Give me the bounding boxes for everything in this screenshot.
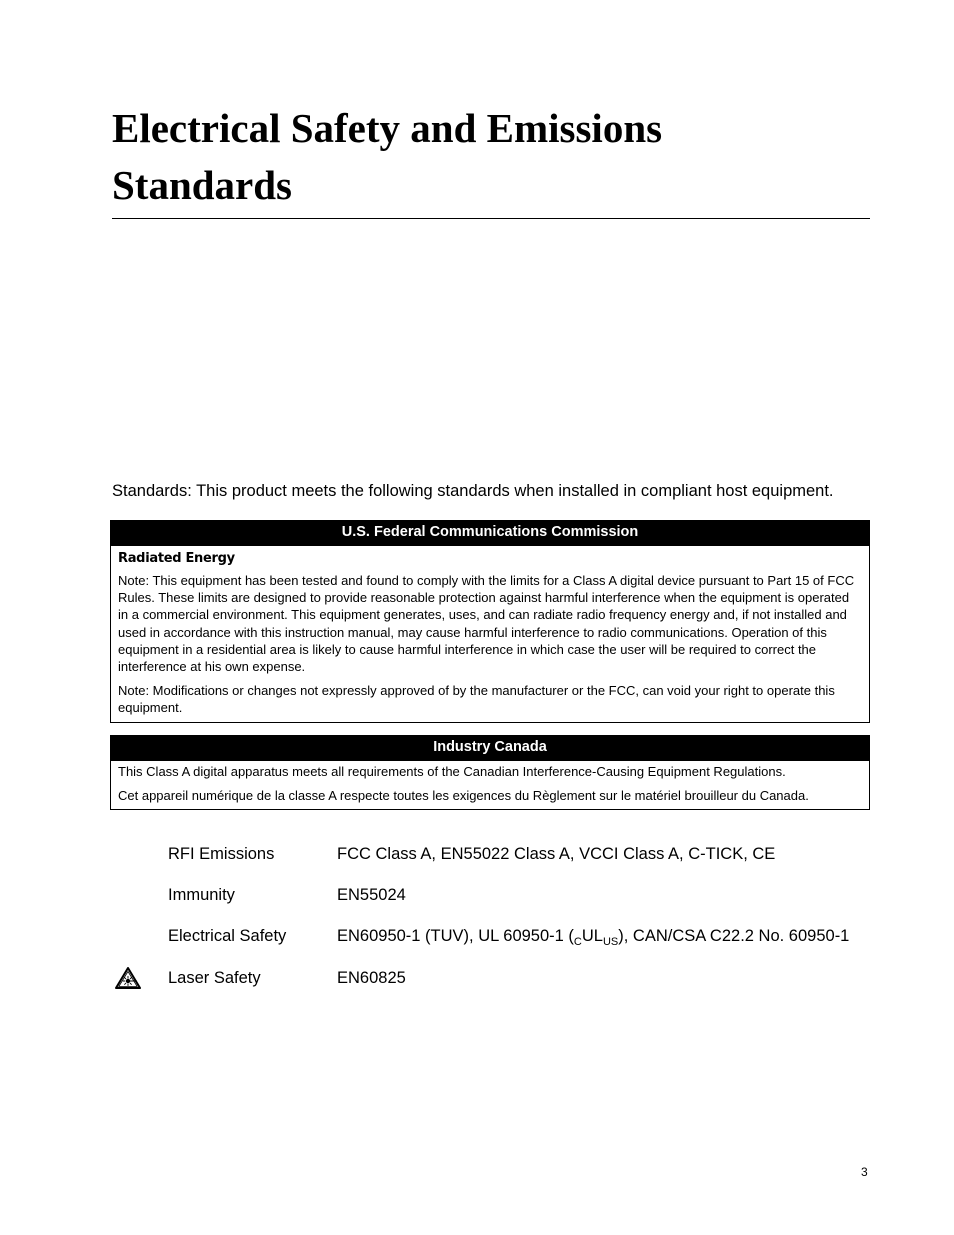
standard-value-suffix: ), CAN/CSA C22.2 No. 60950-1 [618,927,850,945]
page-title [112,100,870,219]
industry-canada-box [110,735,870,810]
standard-row-immunity [112,884,872,910]
industry-canada-french-paragraph: Cet appareil numérique de la classe A respecte toutes les exigences du Règlement sur le matériel brouilleur du Canada. [118,788,809,803]
standard-label: Immunity [168,886,235,904]
standard-row-laser-safety [112,967,872,993]
fcc-modifications-paragraph: Note: Modifications or changes not expressly approved of by the manufacturer or the FCC, can void your right to operate this equipment. [118,683,835,716]
standard-row-rfi-emissions [112,843,872,869]
fcc-box [110,520,870,723]
c-subscript: C [573,936,582,948]
standard-label: RFI Emissions [168,845,275,863]
industry-canada-english-paragraph: This Class A digital apparatus meets all requirements of the Canadian Interference-Causing Equipment Regulations. [118,764,786,779]
industry-canada-header: Industry Canada [111,736,869,761]
fcc-radiated-energy-heading: Radiated Energy [118,551,235,566]
page-title-line1: Electrical Safety and Emissions [112,105,663,151]
standard-row-electrical-safety [112,925,872,951]
standard-value: FCC Class A, EN55022 Class A, VCCI Class A, C-TICK, CE [337,845,776,863]
standard-value: EN55024 [337,886,406,904]
us-subscript: US [602,936,619,948]
fcc-note-paragraph: Note: This equipment has been tested and found to comply with the limits for a Class A digital device pursuant to Part 15 of FCC Rules. These limits are designed to provide reasonable protection against harmful interference when the equipment is operated in a commercial environment. This equipment generates, uses, and can radiate radio frequency energy and, if not installed and used in accordance with this instruction manual, may cause harmful interference to radio communications. Operation of this equipment in a residential area is likely to cause harmful interference in which case the user will be required to correct the interference at his own expense. [118,573,855,675]
standard-value-prefix: EN60950-1 (TUV), UL 60950-1 ( [337,927,574,945]
ul-mark-text: UL [581,927,603,945]
standard-value [337,925,849,947]
standard-label: Electrical Safety [168,927,287,945]
standards-intro: Standards: This product meets the following standards when installed in compliant host equipment. [112,482,834,500]
standard-value: EN60825 [337,969,406,987]
standard-label: Laser Safety [168,969,261,987]
page-number: 3 [861,1165,868,1179]
fcc-box-header: U.S. Federal Communications Commission [111,521,869,546]
laser-warning-icon [112,965,142,991]
page-title-line2: Standards [112,162,293,208]
